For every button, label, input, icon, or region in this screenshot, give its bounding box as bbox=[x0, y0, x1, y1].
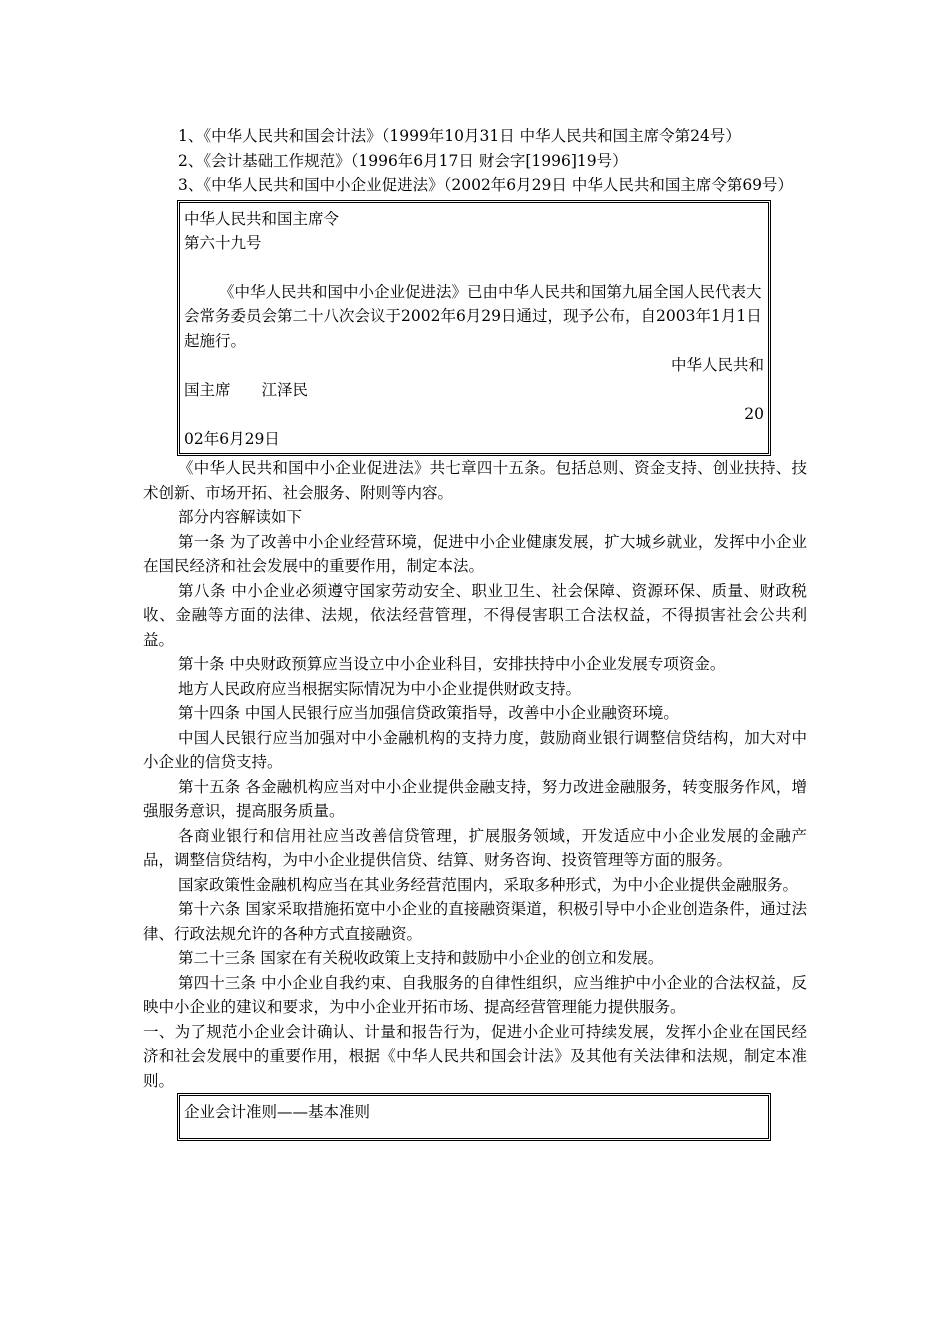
paragraph: 部分内容解读如下 bbox=[178, 508, 303, 526]
decree-date-part1: 20 bbox=[744, 405, 764, 423]
article-15: 第十五条 各金融机构应当对中小企业提供金融支持，努力改进金融服务，转变服务作风，增强服务意识，提高服务质量。 bbox=[143, 777, 807, 820]
reference-item: 2、《会计基础工作规范》（1996年6月17日 财会字[1996]19号） bbox=[178, 151, 628, 170]
article-16: 第十六条 国家采取措施拓宽中小企业的直接融资渠道，积极引导中小企业创造条件，通过法律、行政法规允许的各种方式直接融资。 bbox=[143, 900, 807, 943]
reference-item: 1、《中华人民共和国会计法》（1999年10月31日 中华人民共和国主席令第24号） bbox=[178, 127, 741, 145]
standard-purpose-paragraph: 一、为了规范小企业会计确认、计量和报告行为，促进小企业可持续发展，发挥小企业在国民经济和社会发展中的重要作用，根据《中华人民共和国会计法》及其他有关法律和法规，制定本准则。 bbox=[143, 1022, 807, 1090]
decree-signature-part2: 国主席 江泽民 bbox=[184, 380, 309, 399]
decree-text: 《中华人民共和国中小企业促进法》已由中华人民共和国第九届全国人民代表大会常务委员会第二十八次会议于2002年6月29日通过，现予公布，自2003年1月1日起施行。 bbox=[184, 282, 762, 350]
article-43: 第四十三条 中小企业自我约束、自我服务的自律性组织，应当维护中小企业的合法权益，反映中小企业的建议和要求，为中小企业开拓市场、提高经营管理能力提供服务。 bbox=[143, 973, 807, 1016]
reference-item: 3、《中华人民共和国中小企业促进法》（2002年6月29日 中华人民共和国主席令第69号） bbox=[178, 176, 794, 194]
paragraph: 《中华人民共和国中小企业促进法》共七章四十五条。包括总则、资金支持、创业扶持、技术创新、市场开拓、社会服务、附则等内容。 bbox=[143, 459, 807, 502]
decree-signature-part1: 中华人民共和 bbox=[670, 356, 764, 374]
decree-date-part2: 02年6月29日 bbox=[184, 429, 280, 448]
article-8: 第八条 中小企业必须遵守国家劳动安全、职业卫生、社会保障、资源环保、质量、财政税收、金融等方面的法律、法规，依法经营管理，不得侵害职工合法权益，不得损害社会公共利益。 bbox=[143, 581, 807, 649]
standard-box bbox=[177, 1093, 771, 1141]
document-body bbox=[143, 124, 807, 1141]
paragraph: 各商业银行和信用社应当改善信贷管理，扩展服务领域，开发适应中小企业发展的金融产品，调整信贷结构，为中小企业提供信贷、结算、财务咨询、投资管理等方面的服务。 bbox=[143, 826, 807, 869]
decree-issuer: 中华人民共和国主席令 bbox=[184, 209, 340, 228]
paragraph: 国家政策性金融机构应当在其业务经营范围内，采取多种形式，为中小企业提供金融服务。 bbox=[178, 875, 799, 894]
decree-number: 第六十九号 bbox=[184, 234, 262, 252]
presidential-decree-box bbox=[177, 200, 771, 457]
article-10: 第十条 中央财政预算应当设立中小企业科目，安排扶持中小企业发展专项资金。 bbox=[178, 655, 726, 673]
paragraph: 中国人民银行应当加强对中小金融机构的支持力度，鼓励商业银行调整信贷结构，加大对中小企业的信贷支持。 bbox=[143, 728, 807, 771]
blank-line bbox=[184, 256, 764, 280]
standard-title: 企业会计准则——基本准则 bbox=[184, 1103, 371, 1121]
article-23: 第二十三条 国家在有关税收政策上支持和鼓励中小企业的创立和发展。 bbox=[178, 949, 664, 967]
paragraph: 地方人民政府应当根据实际情况为中小企业提供财政支持。 bbox=[178, 679, 582, 698]
article-14: 第十四条 中国人民银行应当加强信贷政策指导，改善中小企业融资环境。 bbox=[178, 704, 679, 722]
article-1: 第一条 为了改善中小企业经营环境，促进中小企业健康发展，扩大城乡就业，发挥中小企业在国民经济和社会发展中的重要作用，制定本法。 bbox=[143, 532, 807, 575]
